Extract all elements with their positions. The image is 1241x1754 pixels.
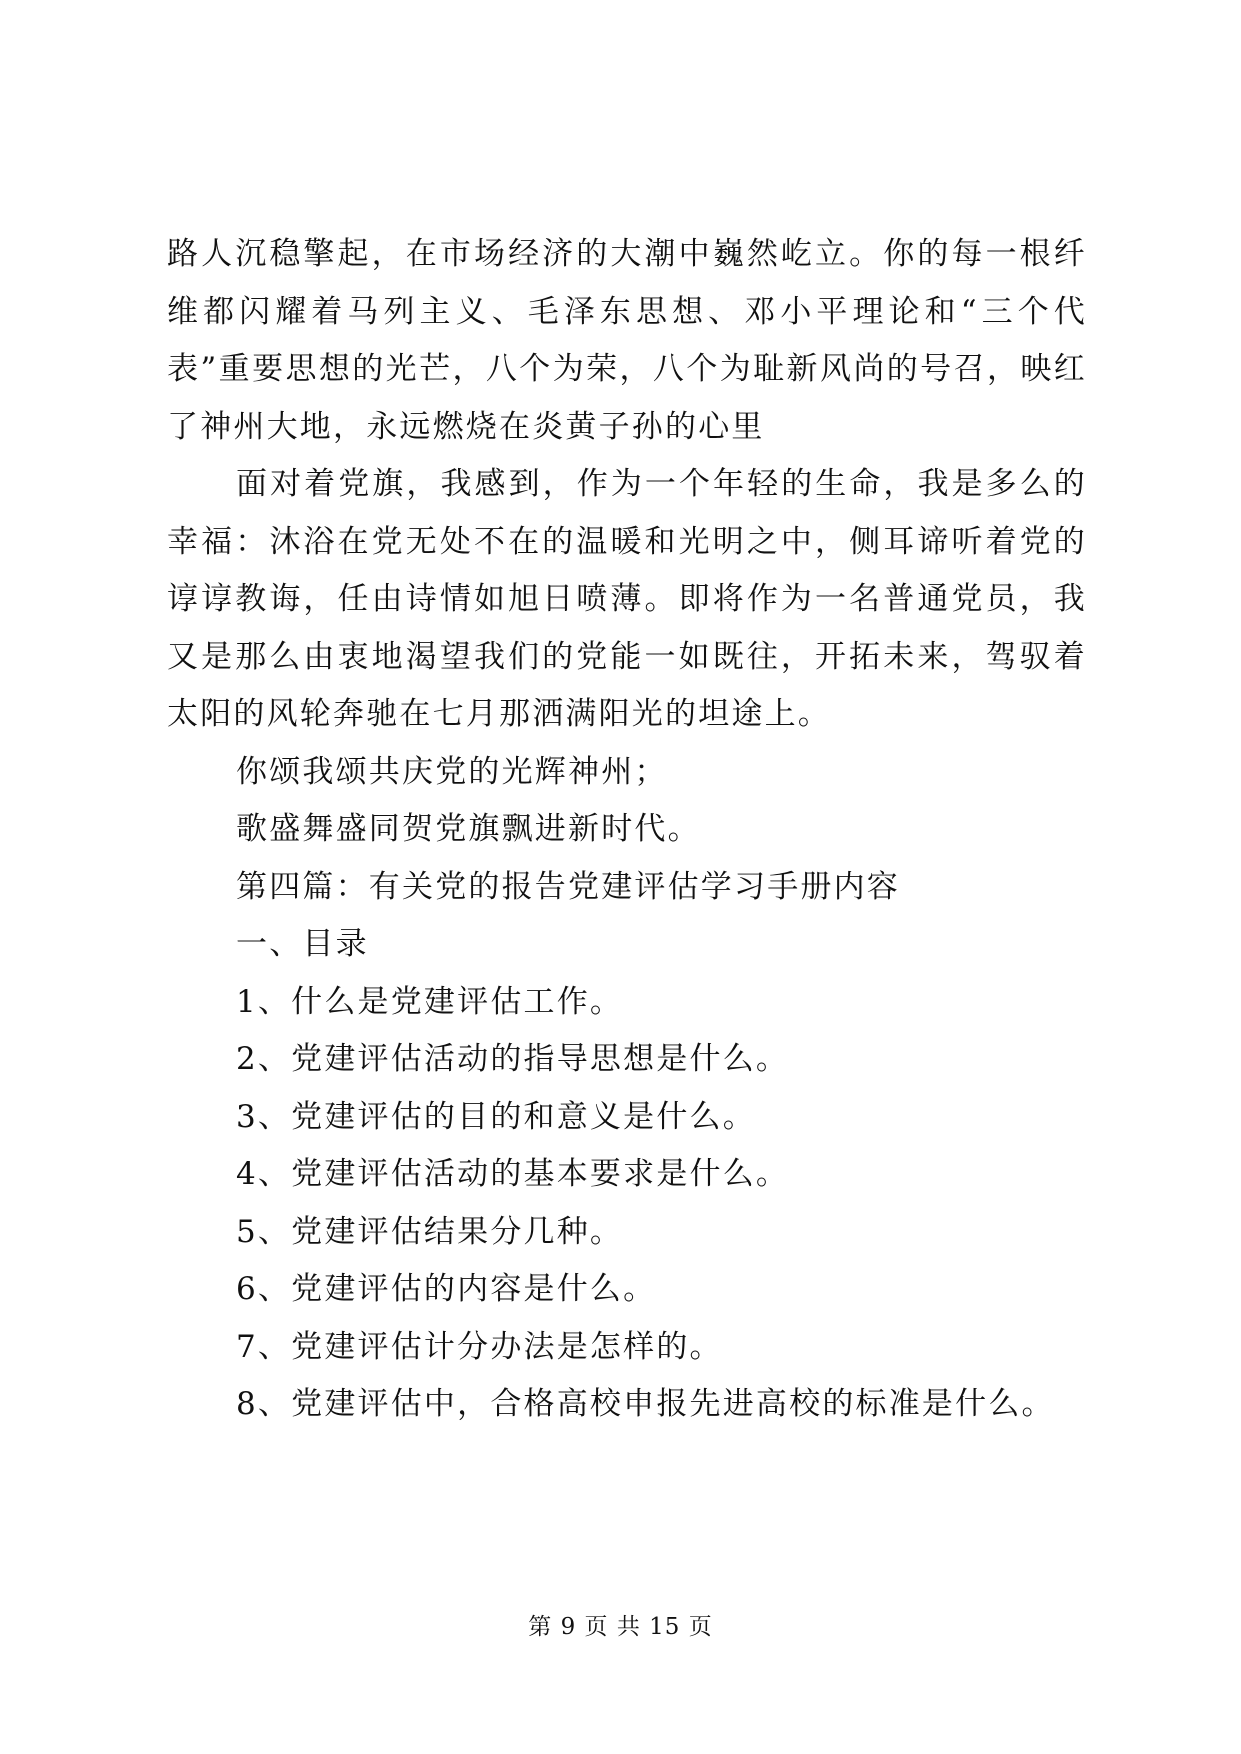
list-item: 8、党建评估中，合格高校申报先进高校的标准是什么。 (236, 1386, 1055, 1422)
list-item: 2、党建评估活动的指导思想是什么。 (236, 1041, 790, 1077)
paragraph: 面对着党旗，我感到，作为一个年轻的生命，我是多么的幸福：沐浴在党无处不在的温暖和光明之中，侧耳谛听着党的谆谆教诲，任由诗情如旭日喷薄。即将作为一名普通党员，我又是那么由衷地渴望我们的党能一如既往，开拓未来，驾驭着太阳的风轮奔驰在七月那洒满阳光的坦途上。 (167, 466, 1087, 732)
list-item: 6、党建评估的内容是什么。 (236, 1271, 657, 1307)
couplet-line: 你颂我颂共庆党的光辉神州； (236, 753, 668, 790)
section-heading: 第四篇：有关党的报告党建评估学习手册内容 (236, 868, 900, 905)
list-item: 1、什么是党建评估工作。 (236, 983, 624, 1020)
list-item: 5、党建评估结果分几种。 (236, 1213, 624, 1250)
page-number-footer: 第 9 页 共 15 页 (528, 1614, 713, 1640)
list-item: 7、党建评估计分办法是怎样的。 (236, 1328, 723, 1365)
couplet-line: 歌盛舞盛同贺党旗飘进新时代。 (236, 811, 701, 847)
subsection-heading: 一、目录 (236, 926, 369, 962)
list-item: 4、党建评估活动的基本要求是什么。 (236, 1156, 790, 1192)
paragraph: 路人沉稳擎起，在市场经济的大潮中巍然屹立。你的每一根纤维都闪耀着马列主义、毛泽东思想、邓小平理论和“三个代表”重要思想的光芒，八个为荣，八个为耻新风尚的号召，映红了神州大地，永远燃烧在炎黄子孙的心里 (167, 236, 1087, 445)
list-item: 3、党建评估的目的和意义是什么。 (236, 1098, 756, 1135)
document-body (167, 226, 1087, 1434)
